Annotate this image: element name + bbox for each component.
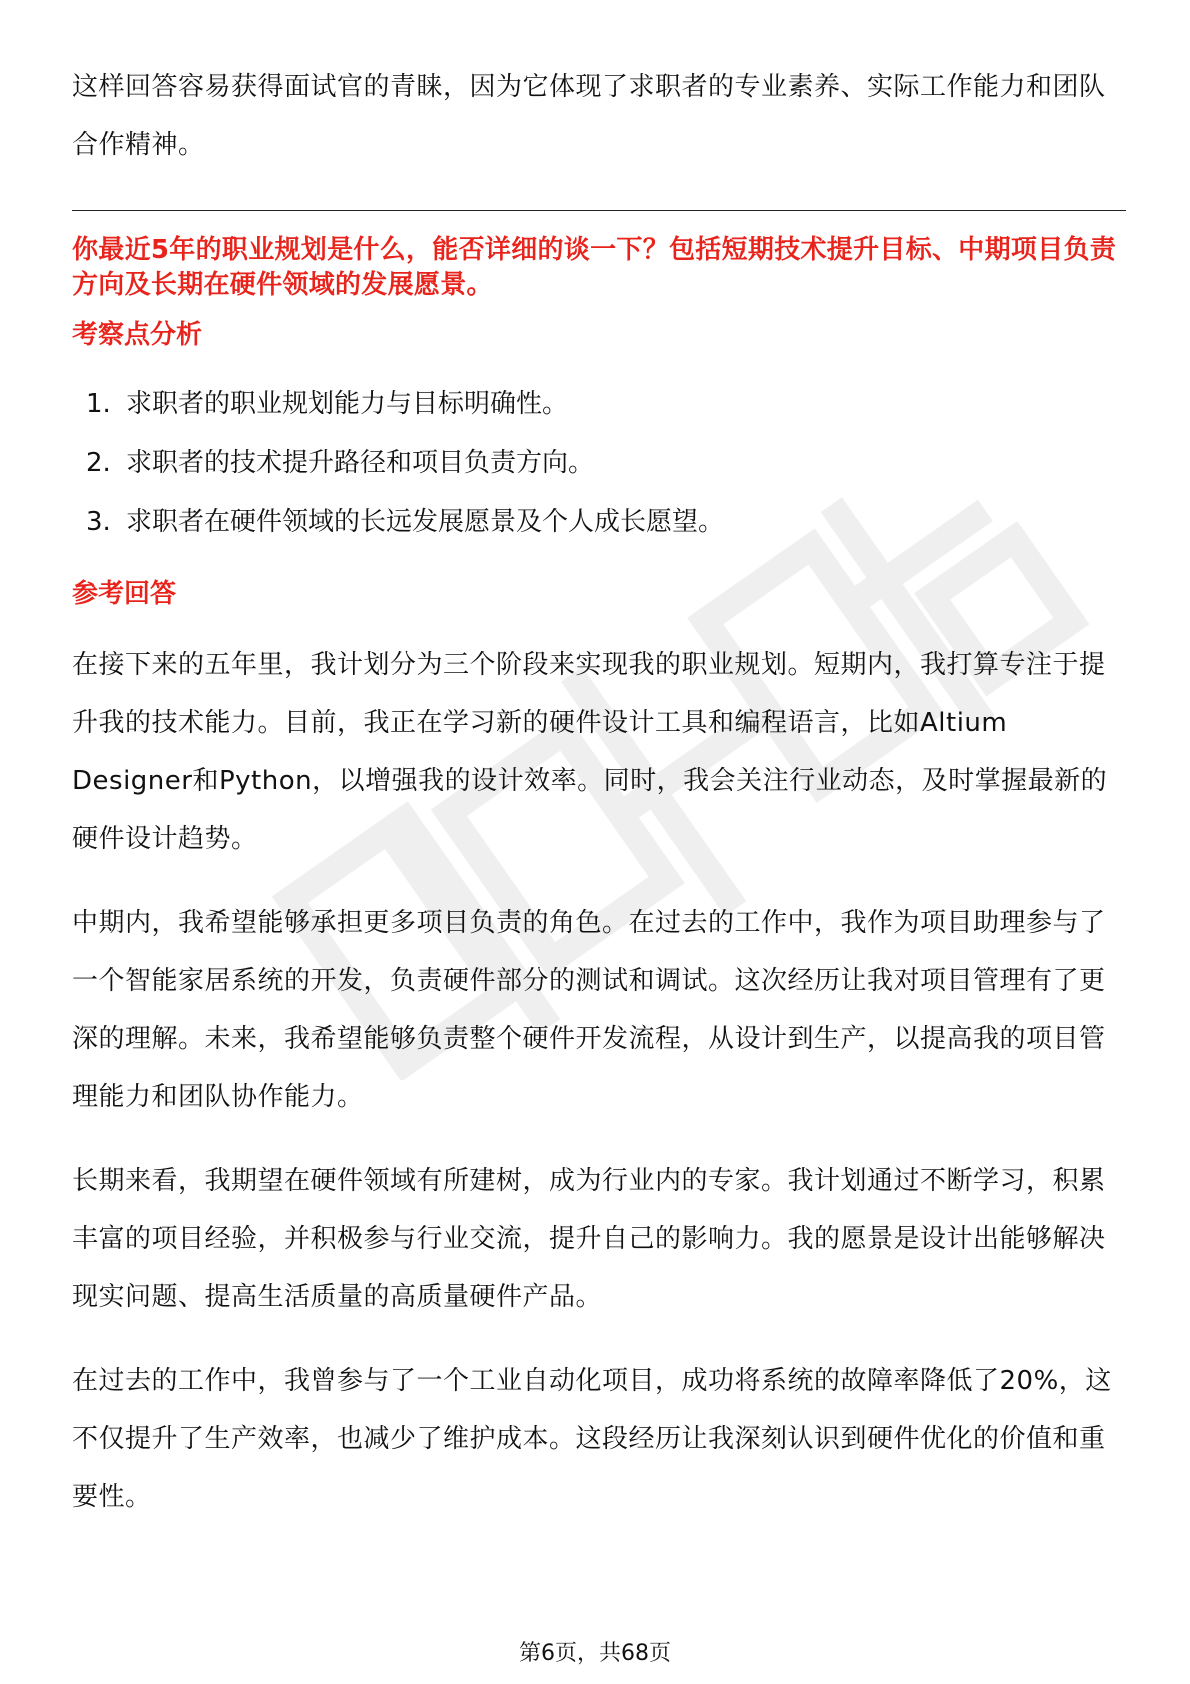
answer-title: 参考回答 — [72, 579, 177, 609]
interview-question: 你最近5年的职业规划是什么，能否详细的谈一下？包括短期技术提升目标、中期项目负责方向及长期在硬件领域的发展愿景。 — [72, 235, 1117, 300]
answer-paragraph: 中期内，我希望能够承担更多项目负责的角色。在过去的工作中，我作为项目助理参与了一个智能家居系统的开发，负责硬件部分的测试和调试。这次经历让我对项目管理有了更深的理解。未来，我希望能够负责整个硬件开发流程，从设计到生产，以提高我的项目管理能力和团队协作能力。 — [72, 908, 1106, 1112]
analysis-title: 考察点分析 — [72, 320, 203, 350]
content-column — [72, 58, 1126, 1526]
list-item — [72, 434, 1126, 493]
list-item-number: 3. — [86, 507, 111, 537]
list-item-text: 求职者在硬件领域的长远发展愿景及个人成长愿望。 — [126, 507, 725, 537]
page-number-footer: 第6页，共68页 — [519, 1641, 671, 1666]
section-divider — [72, 210, 1126, 211]
answer-paragraph: 在过去的工作中，我曾参与了一个工业自动化项目，成功将系统的故障率降低了20%，这不仅提升了生产效率，也减少了维护成本。这段经历让我深刻认识到硬件优化的价值和重要性。 — [72, 1366, 1112, 1512]
answer-paragraph: 长期来看，我期望在硬件领域有所建树，成为行业内的专家。我计划通过不断学习，积累丰富的项目经验，并积极参与行业交流，提升自己的影响力。我的愿景是设计出能够解决现实问题、提高生活质量的高质量硬件产品。 — [72, 1166, 1106, 1312]
list-item — [72, 375, 1126, 434]
list-item-text: 求职者的职业规划能力与目标明确性。 — [126, 389, 569, 419]
list-item-number: 2. — [86, 448, 111, 478]
list-item-text: 求职者的技术提升路径和项目负责方向。 — [126, 448, 595, 478]
answer-paragraph: 在接下来的五年里，我计划分为三个阶段来实现我的职业规划。短期内，我打算专注于提升我的技术能力。目前，我正在学习新的硬件设计工具和编程语言，比如Altium Designer和Python，以增强我的设计效率。同时，我会关注行业动态，及时掌握最新的硬件设计趋势。 — [72, 650, 1108, 854]
list-item-number: 1. — [86, 389, 111, 419]
list-item — [72, 493, 1126, 552]
intro-paragraph: 这样回答容易获得面试官的青睐，因为它体现了求职者的专业素养、实际工作能力和团队合作精神。 — [72, 72, 1106, 160]
analysis-list — [72, 375, 1126, 552]
